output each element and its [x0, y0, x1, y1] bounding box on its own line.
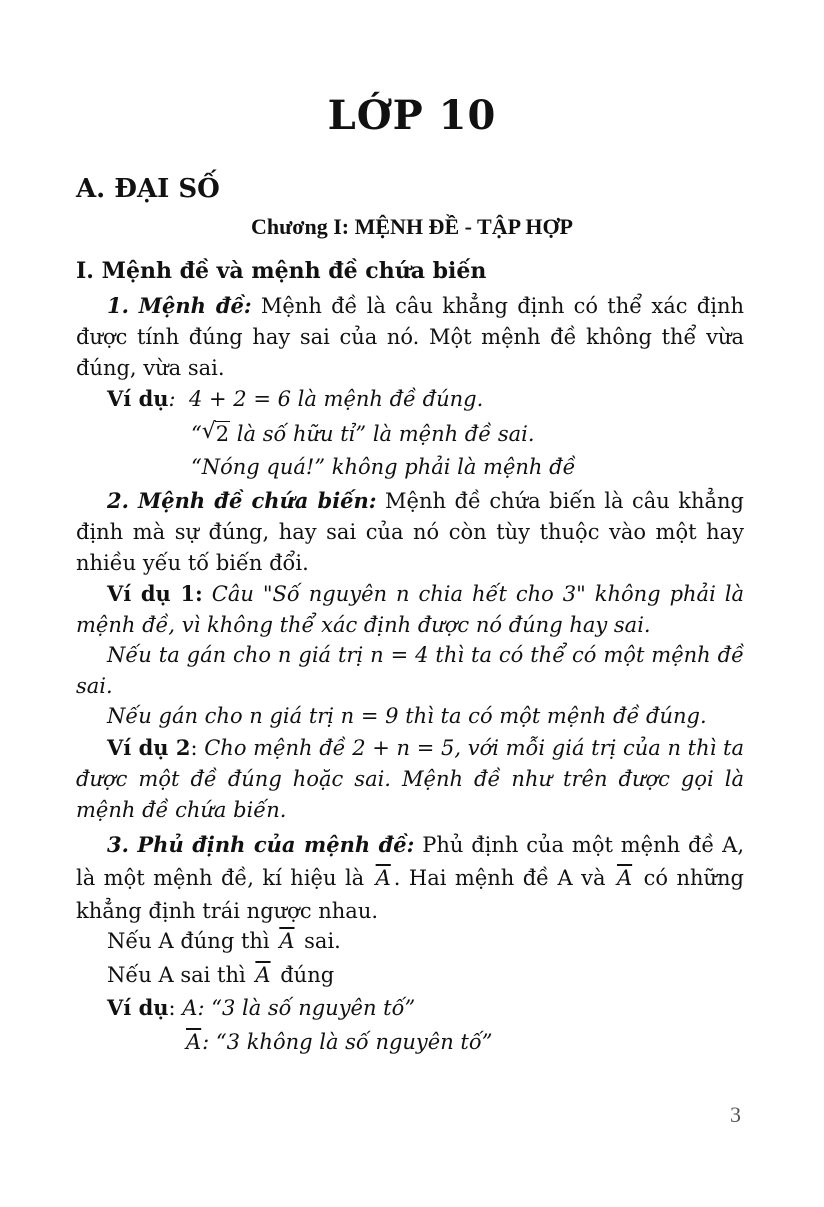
page-number: 3: [730, 1102, 741, 1127]
subsection-heading: I. Mệnh đề và mệnh đề chứa biến: [76, 258, 487, 284]
definition-label: 1. Mệnh đề:: [107, 293, 252, 318]
negation-rule-1: Nếu A đúng thì $\overline{A}$ sai.: [107, 929, 341, 953]
example-1-line-1: Ví dụ: 4 + 2 = 6 là mệnh đề đúng.: [107, 386, 484, 411]
example-label: Ví dụ: [107, 995, 169, 1020]
example-3: Ví dụ 2: Cho mệnh đề 2 + n = 5, với mỗi giá trị của n thì ta được một đề đúng hoặc sai. Mệnh đề như trên được gọi là mệnh đề chứa biến.: [76, 735, 744, 822]
example-text: Cho mệnh đề 2 + n = 5, với mỗi giá trị của n thì ta được một đề đúng hoặc sai. Mệnh đề như trên được gọi là mệnh đề chứa biến.: [76, 736, 744, 822]
negation-symbol: $\overline{A}$: [616, 866, 633, 890]
chapter-heading: Chương I: MỆNH ĐỀ - TẬP HỢP: [250, 214, 573, 239]
example-text: 4 + 2 = 6 là mệnh đề đúng.: [188, 387, 484, 411]
example-4-line-1: Ví dụ: A: “3 là số nguyên tố”: [107, 995, 416, 1020]
negation-label: 3. Phủ định của mệnh đề:: [107, 832, 415, 857]
page-title: LỚP 10: [327, 92, 497, 139]
paragraph-negation: 3. Phủ định của mệnh đề: Phủ định của một mệnh đề A, là một mệnh đề, kí hiệu là $\overline{A}$ . Hai mệnh đề A và $\overline{A}$ có những khẳng định trái ngược nhau.: [76, 832, 744, 923]
example-2: [76, 578, 744, 641]
example-label: Ví dụ: [107, 386, 169, 411]
example-1-line-2: “ √ 2 là số hữu tỉ” là mệnh đề sai.: [191, 419, 535, 450]
variable-proposition-label: 2. Mệnh đề chứa biến:: [107, 488, 377, 513]
sqrt-expression: √ 2: [201, 419, 230, 446]
example-1-line-3: “Nóng quá!” không phải là mệnh đề: [191, 455, 576, 479]
example-4-line-2: $\overline{A}$: “3 không là số nguyên tố”: [186, 1030, 493, 1054]
definition-text: Mệnh đề là câu khẳng định có thể xác định được tính đúng hay sai của nó. Một mệnh đề không thể vừa đúng, vừa sai.: [76, 294, 744, 380]
example-text: Câu "Số nguyên n chia hết cho 3" không phải là mệnh đề, vì không thể xác định được nó đúng hay sai.: [76, 582, 744, 637]
negation-symbol: $\overline{A}$: [279, 929, 295, 953]
paragraph-definition: [76, 290, 744, 384]
negation-symbol: $\overline{A}$: [375, 866, 391, 890]
paragraph-variable-proposition: [76, 485, 744, 579]
negation-rule-2: Nếu A sai thì $\overline{A}$ đúng: [107, 963, 335, 987]
negation-symbol: $\overline{A}$: [255, 963, 271, 987]
negation-symbol: $\overline{A}$: [186, 1030, 202, 1054]
example-2-note-1: Nếu ta gán cho n giá trị n = 4 thì ta có thể có một mệnh đề sai.: [76, 643, 744, 698]
variable-proposition-text: Mệnh đề chứa biến là câu khẳng định mà sự đúng, hay sai của nó còn tùy thuộc vào một hay nhiều yếu tố biến đổi.: [76, 489, 744, 575]
example-label: Ví dụ 2: [107, 735, 191, 760]
example-2-note-2: Nếu gán cho n giá trị n = 9 thì ta có một mệnh đề đúng.: [107, 704, 707, 728]
example-label: Ví dụ 1:: [107, 581, 203, 606]
section-heading: A. ĐẠI SỐ: [76, 174, 220, 204]
